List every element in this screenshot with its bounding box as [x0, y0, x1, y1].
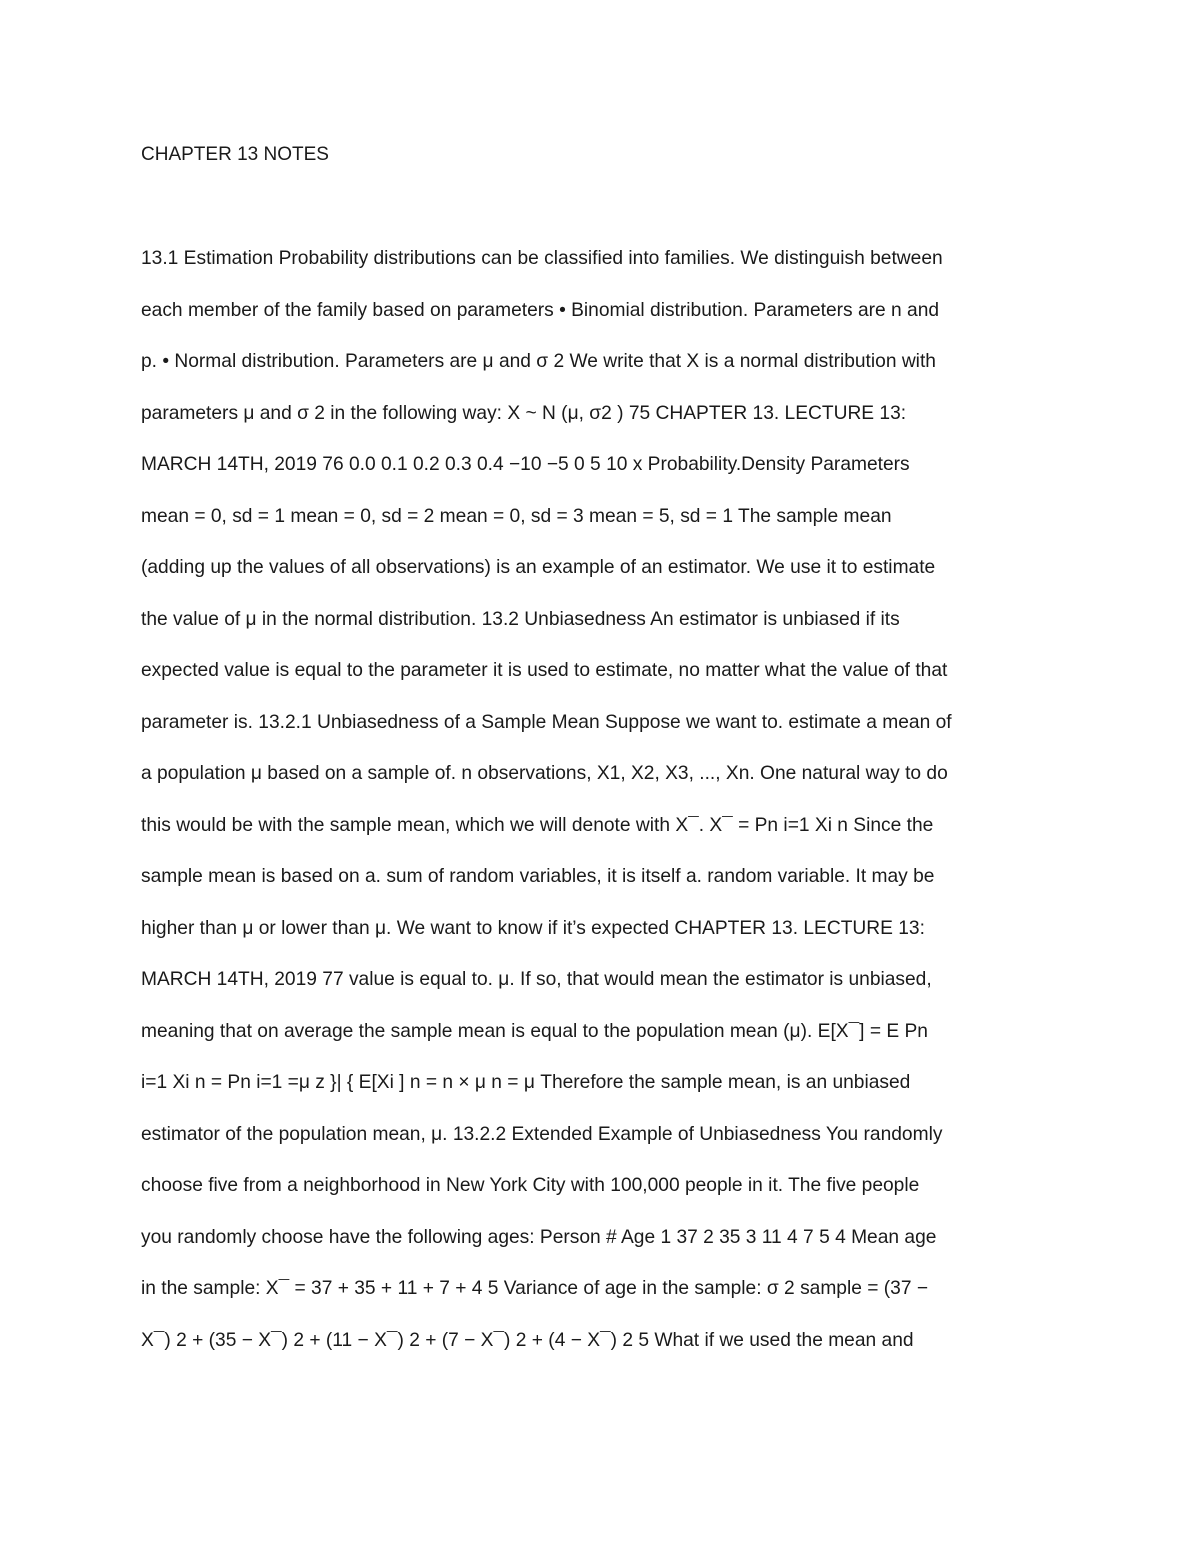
text-line: sample mean is based on a. sum of random variables, it is itself a. random variable. It may be: [141, 866, 935, 887]
text-line: you randomly choose have the following ages: Person # Age 1 37 2 35 3 11 4 7 5 4 Mean age: [141, 1226, 937, 1248]
text-line: estimator of the population mean, μ. 13.2.2 Extended Example of Unbiasedness You randomly: [141, 1123, 943, 1145]
text-line: a population μ based on a sample of. n observations, X1, X2, X3, ..., Xn. One natural way to do: [141, 763, 948, 784]
text-line: in the sample: X¯ = 37 + 35 + 11 + 7 + 4 5 Variance of age in the sample: σ 2 sample = (37 −: [141, 1278, 929, 1299]
text-line: (adding up the values of all observations) is an example of an estimator. We use it to estimate: [141, 557, 936, 578]
page-title: CHAPTER 13 NOTES: [141, 144, 329, 165]
text-line: mean = 0, sd = 1 mean = 0, sd = 2 mean = 0, sd = 3 mean = 5, sd = 1 The sample mean: [141, 505, 892, 527]
text-line: parameters μ and σ 2 in the following way: X ~ N (μ, σ2 ) 75 CHAPTER 13. LECTURE 13:: [141, 402, 907, 424]
text-line: 13.1 Estimation Probability distributions can be classified into families. We distinguish between: [141, 248, 943, 269]
text-line: this would be with the sample mean, which we will denote with X¯. X¯ = Pn i=1 Xi n Since the: [141, 814, 934, 836]
text-line: parameter is. 13.2.1 Unbiasedness of a Sample Mean Suppose we want to. estimate a mean of: [141, 711, 952, 733]
text-line: meaning that on average the sample mean is equal to the population mean (μ). E[X¯] = E Pn: [141, 1020, 928, 1042]
body-text: [141, 246, 1061, 1379]
text-line: i=1 Xi n = Pn i=1 =μ z }| { E[Xi ] n = n × μ n = μ Therefore the sample mean, is an unbiased: [141, 1072, 911, 1093]
text-line: each member of the family based on parameters • Binomial distribution. Parameters are n and: [141, 299, 940, 321]
text-line: expected value is equal to the parameter it is used to estimate, no matter what the value of that: [141, 660, 948, 681]
text-line: p. • Normal distribution. Parameters are μ and σ 2 We write that X is a normal distribution with: [141, 351, 936, 372]
text-line: MARCH 14TH, 2019 76 0.0 0.1 0.2 0.3 0.4 −10 −5 0 5 10 x Probability.Density Parameters: [141, 454, 910, 475]
text-line: X¯) 2 + (35 − X¯) 2 + (11 − X¯) 2 + (7 − X¯) 2 + (4 − X¯) 2 5 What if we used the mean and: [141, 1329, 914, 1351]
text-line: choose five from a neighborhood in New York City with 100,000 people in it. The five people: [141, 1175, 920, 1196]
text-line: MARCH 14TH, 2019 77 value is equal to. μ. If so, that would mean the estimator is unbiased,: [141, 969, 932, 990]
text-line: higher than μ or lower than μ. We want to know if it’s expected CHAPTER 13. LECTURE 13:: [141, 917, 925, 939]
text-line: the value of μ in the normal distribution. 13.2 Unbiasedness An estimator is unbiased if its: [141, 608, 900, 630]
